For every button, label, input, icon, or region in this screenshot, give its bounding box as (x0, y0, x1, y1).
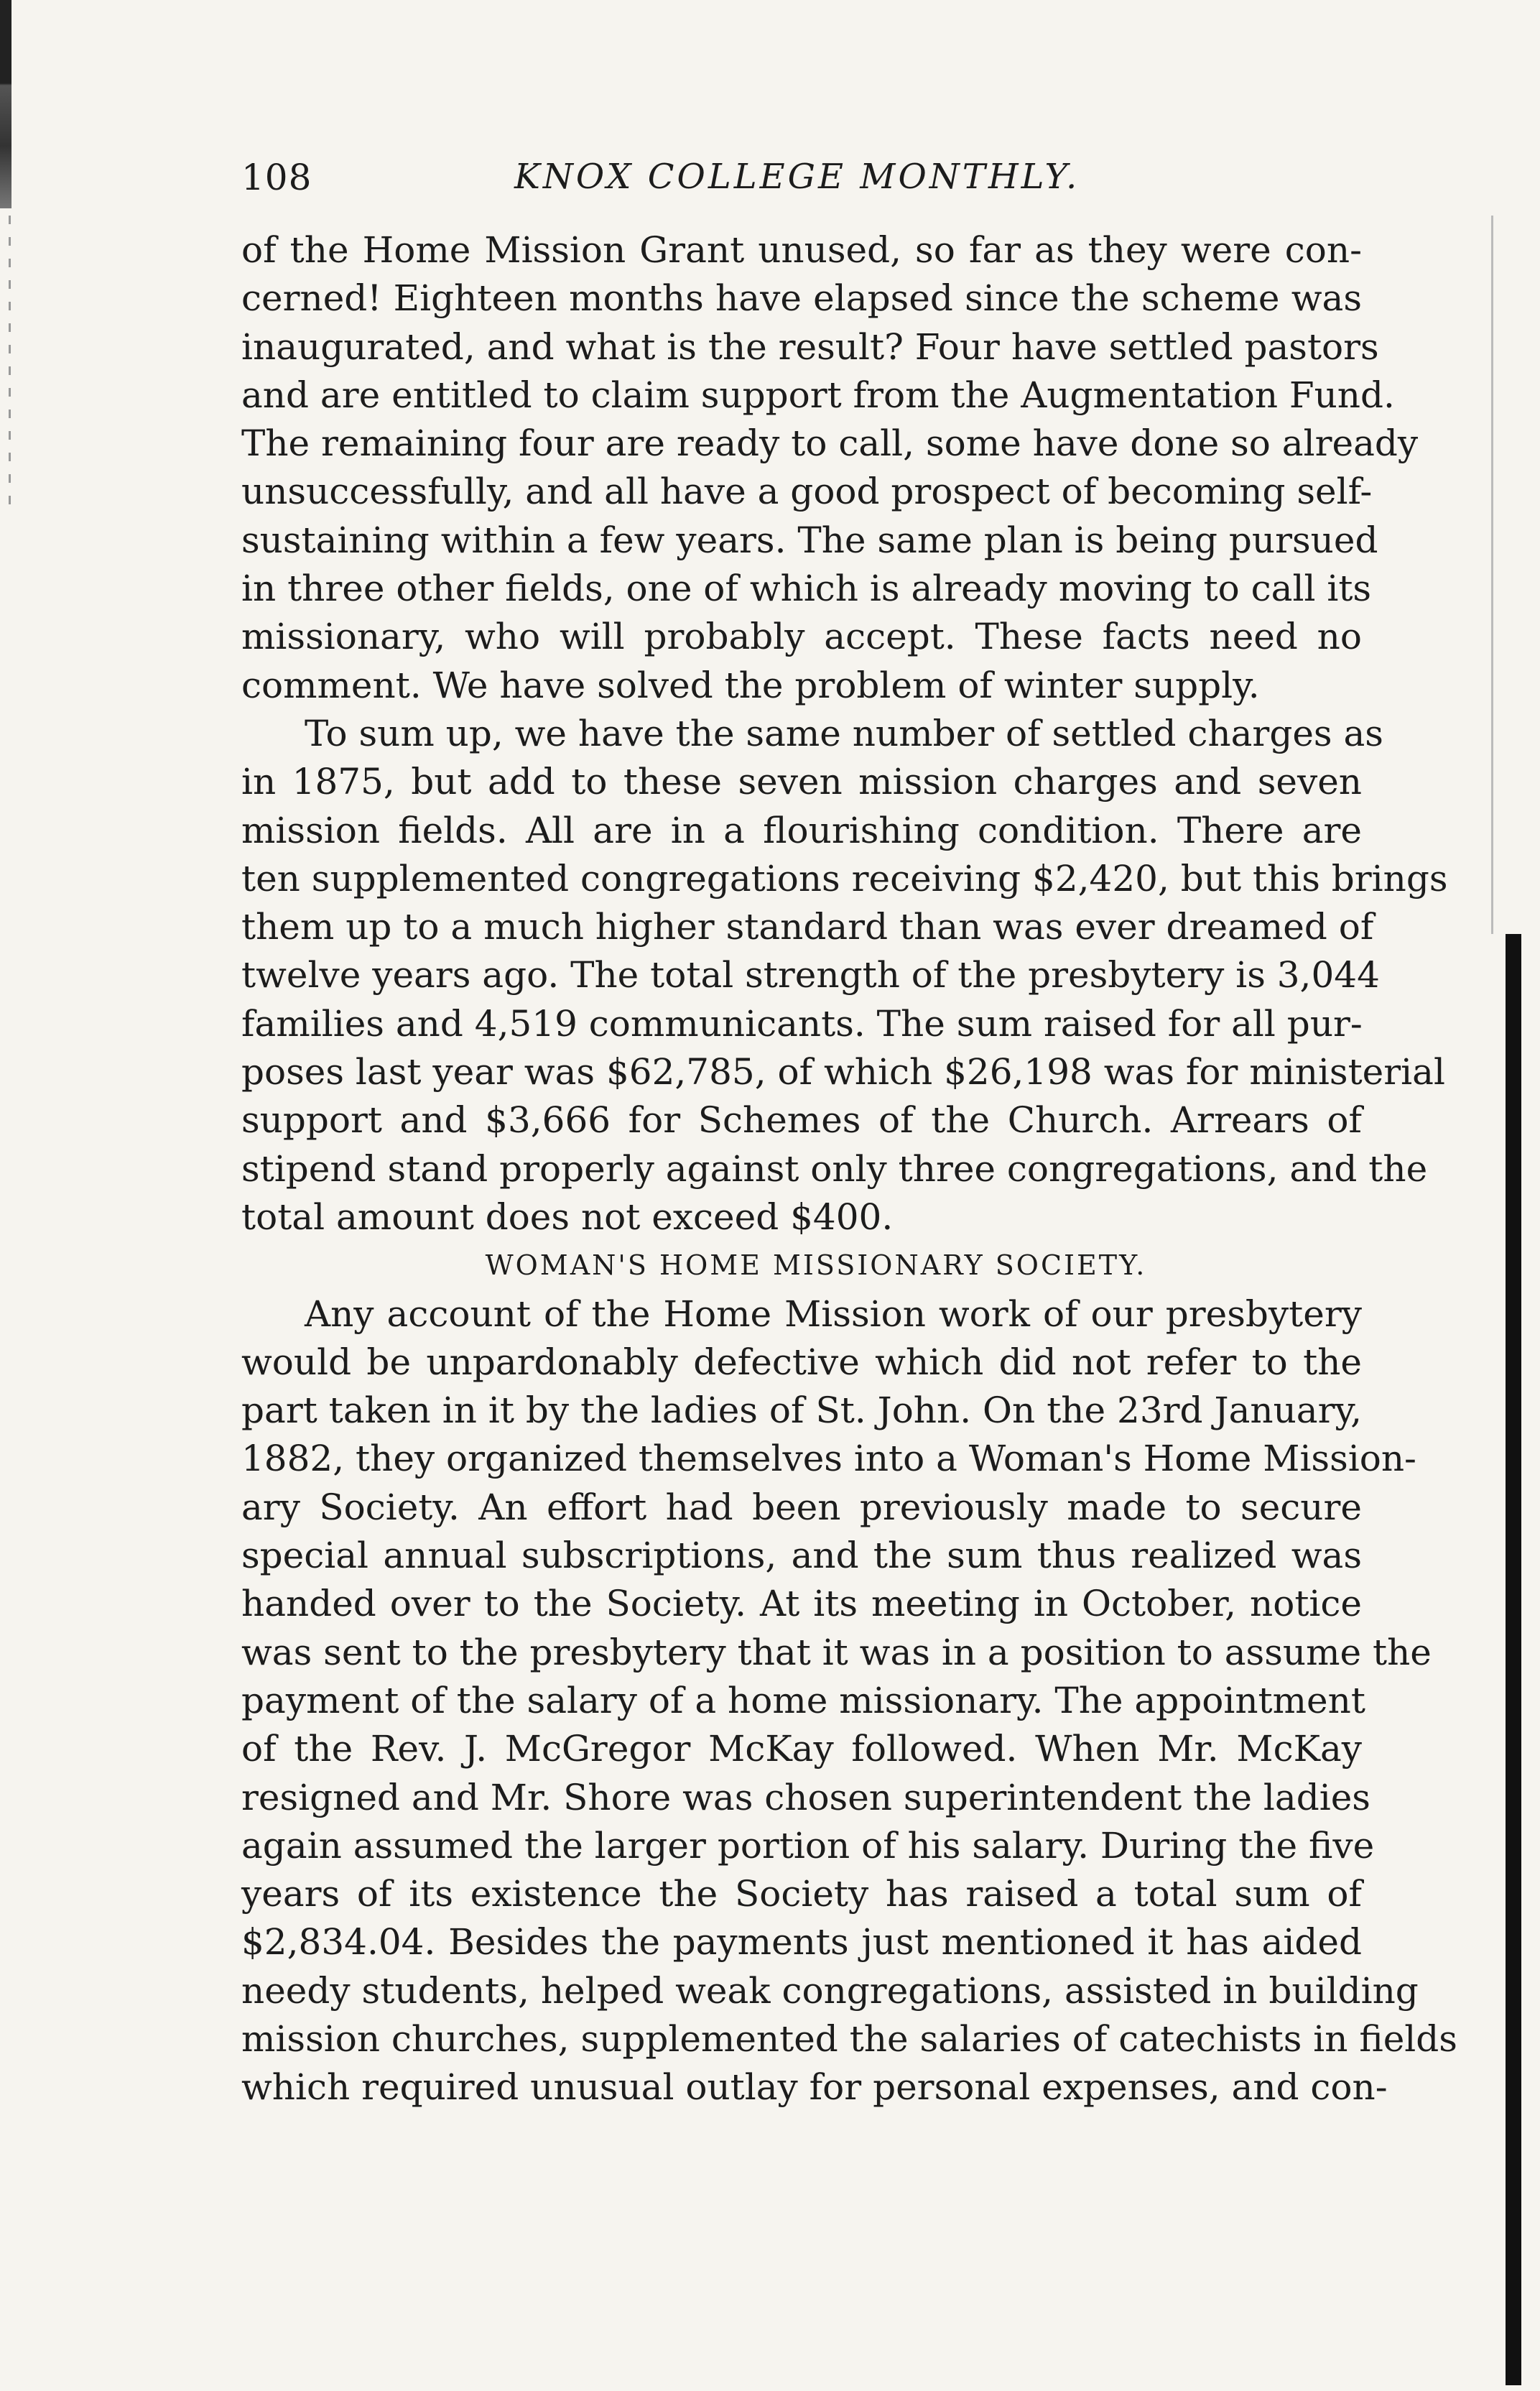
text-line: ary Society. An effort had been previously made to secure (241, 1486, 1362, 1528)
text-line: cerned! Eighteen months have elapsed since the scheme was (241, 277, 1362, 320)
section-heading: WOMAN'S HOME MISSIONARY SOCIETY. (485, 1249, 1147, 1282)
text-line: handed over to the Society. At its meeting in October, notice (241, 1583, 1362, 1625)
text-line: 1882, they organized themselves into a Woman's Home Mission- (241, 1438, 1416, 1480)
text-line: comment. We have solved the problem of winter supply. (241, 664, 1260, 706)
text-line: years of its existence the Society has raised a total sum of (241, 1873, 1362, 1915)
text-line: mission fields. All are in a flourishing condition. There are (241, 809, 1362, 851)
page-header (241, 157, 1362, 207)
text-line: special annual subscriptions, and the sum thus realized was (241, 1535, 1362, 1577)
body-text (241, 226, 1457, 2112)
text-line: mission churches, supplemented the salaries of catechists in fields (241, 2017, 1457, 2060)
text-line: would be unpardonably defective which did not refer to the (241, 1341, 1362, 1383)
text-line: The remaining four are ready to call, some have done so already (241, 422, 1419, 465)
text-line: total amount does not exceed $400. (241, 1196, 894, 1238)
text-line: needy students, helped weak congregations, assisted in building (241, 1969, 1419, 2012)
text-line: To sum up, we have the same number of settled charges as (305, 712, 1383, 754)
text-line: part taken in it by the ladies of St. John. On the 23rd January, (241, 1389, 1362, 1432)
scan-edge-right (1506, 934, 1521, 2385)
text-line: $2,834.04. Besides the payments just mentioned it has aided (241, 1921, 1362, 1964)
text-line: inaugurated, and what is the result? Four have settled pastors (241, 325, 1379, 368)
text-line: which required unusual outlay for personal expenses, and con- (241, 2066, 1388, 2109)
text-line: and are entitled to claim support from the Augmentation Fund. (241, 374, 1395, 416)
text-line: families and 4,519 communicants. The sum raised for all pur- (241, 1002, 1363, 1045)
scan-edge-right-line (1491, 216, 1493, 934)
text-line: payment of the salary of a home missionary. The appointment (241, 1679, 1365, 1721)
text-line: Any account of the Home Mission work of our presbytery (305, 1292, 1362, 1335)
text-line: of the Rev. J. McGregor McKay followed. When Mr. McKay (241, 1728, 1362, 1770)
text-line: resigned and Mr. Shore was chosen superintendent the ladies (241, 1776, 1370, 1818)
text-line: them up to a much higher standard than was ever dreamed of (241, 906, 1374, 948)
text-line: in three other fields, one of which is already moving to call its (241, 568, 1372, 610)
text-line: poses last year was $62,785, of which $26,198 was for ministerial (241, 1051, 1445, 1093)
running-head: KNOX COLLEGE MONTHLY. (514, 157, 1080, 197)
text-line: unsuccessfully, and all have a good prospect of becoming self- (241, 471, 1373, 513)
text-line: was sent to the presbytery that it was in a position to assume the (241, 1631, 1432, 1673)
text-line: support and $3,666 for Schemes of the Church. Arrears of (241, 1099, 1362, 1142)
text-line: sustaining within a few years. The same plan is being pursued (241, 519, 1378, 561)
text-line: stipend stand properly against only three congregations, and the (241, 1147, 1428, 1190)
text-line: of the Home Mission Grant unused, so far as they were con- (241, 229, 1362, 271)
text-line: in 1875, but add to these seven mission charges and seven (241, 761, 1362, 803)
scan-edge-left (0, 0, 11, 208)
page-number: 108 (241, 157, 312, 198)
text-line: ten supplemented congregations receiving $2,420, but this brings (241, 857, 1448, 899)
text-line: twelve years ago. The total strength of the presbytery is 3,044 (241, 954, 1380, 996)
scan-edge-left-marks (9, 216, 11, 517)
text-line: again assumed the larger portion of his salary. During the five (241, 1824, 1375, 1867)
text-line: missionary, who will probably accept. These facts need no (241, 616, 1362, 658)
